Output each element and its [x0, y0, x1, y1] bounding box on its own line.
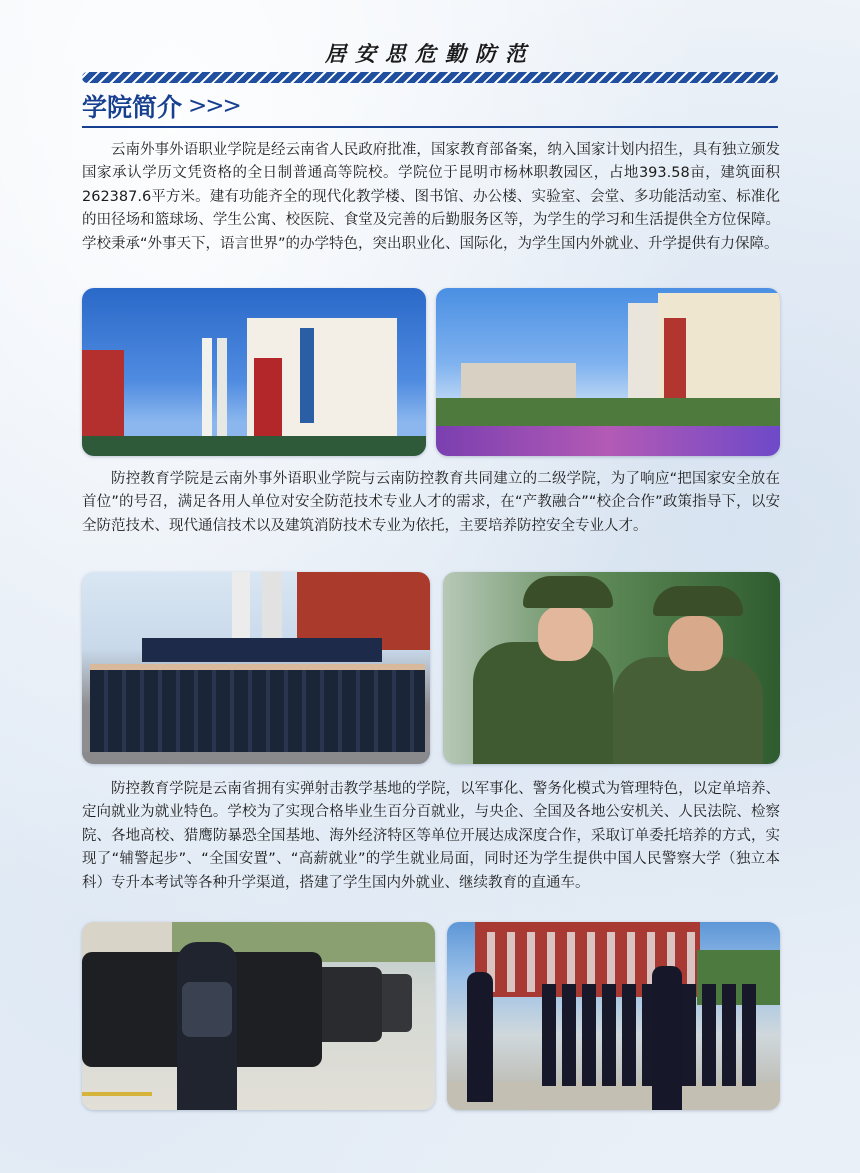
photo-campus-garden	[436, 288, 780, 456]
photo-two-soldiers	[443, 572, 780, 764]
decorative-chevron-band	[82, 72, 778, 83]
chevron-right-icon: >>>	[188, 93, 240, 119]
section-title	[82, 88, 240, 124]
page-slogan: 居安思危勤防范	[325, 41, 535, 66]
photo-group-formation	[82, 572, 430, 764]
intro-paragraph: 云南外事外语职业学院是经云南省人民政府批准，国家教育部备案，纳入国家计划内招生，具有独立颁发国家承认学历文凭资格的全日制普通高等院校。学院位于昆明市杨林职教园区，占地393.58亩，建筑面积262387.6平方米。建有功能齐全的现代化教学楼、图书馆、办公楼、实验室、会堂、多功能活动室、标准化的田径场和篮球场、学生公寓、校医院、食堂及完善的后勤服务区等，为学生的学习和生活提供全方位保障。学校秉承“外事天下，语言世界”的办学特色，突出职业化、国际化，为学生国内外就业、升学提供有力保障。	[82, 142, 780, 252]
college-paragraph: 防控教育学院是云南外事外语职业学院与云南防控教育共同建立的二级学院，为了响应“把国家安全放在首位”的号召，满足各用人单位对安全防范技术专业人才的需求，在“产教融合”“校企合作”政策指导下，以安全防范技术、现代通信技术以及建筑消防技术专业为依托，主要培养防控安全专业人才。	[82, 471, 780, 534]
photo-campus-building	[82, 288, 426, 456]
section-title-text: 学院简介	[82, 93, 183, 122]
title-underline	[82, 126, 778, 128]
photo-training-drill	[447, 922, 780, 1110]
training-paragraph: 防控教育学院是云南省拥有实弹射击教学基地的学院，以军事化、警务化模式为管理特色，以定单培养、定向就业为就业特色。学校为了实现合格毕业生百分百就业，与央企、全国及各地公安机关、人民法院、检察院、各地高校、猎鹰防暴恐全国基地、海外经济特区等单位开展达成深度合作，采取订单委托培养的方式，实现了“辅警起步”、“全国安置”、“高薪就业”的学生就业局面，同时还为学生提供中国人民警察大学（独立本科）专升本考试等各种升学渠道，搭建了学生国内外就业、继续教育的直通车。	[82, 781, 780, 891]
photo-police-vehicles	[82, 922, 435, 1110]
